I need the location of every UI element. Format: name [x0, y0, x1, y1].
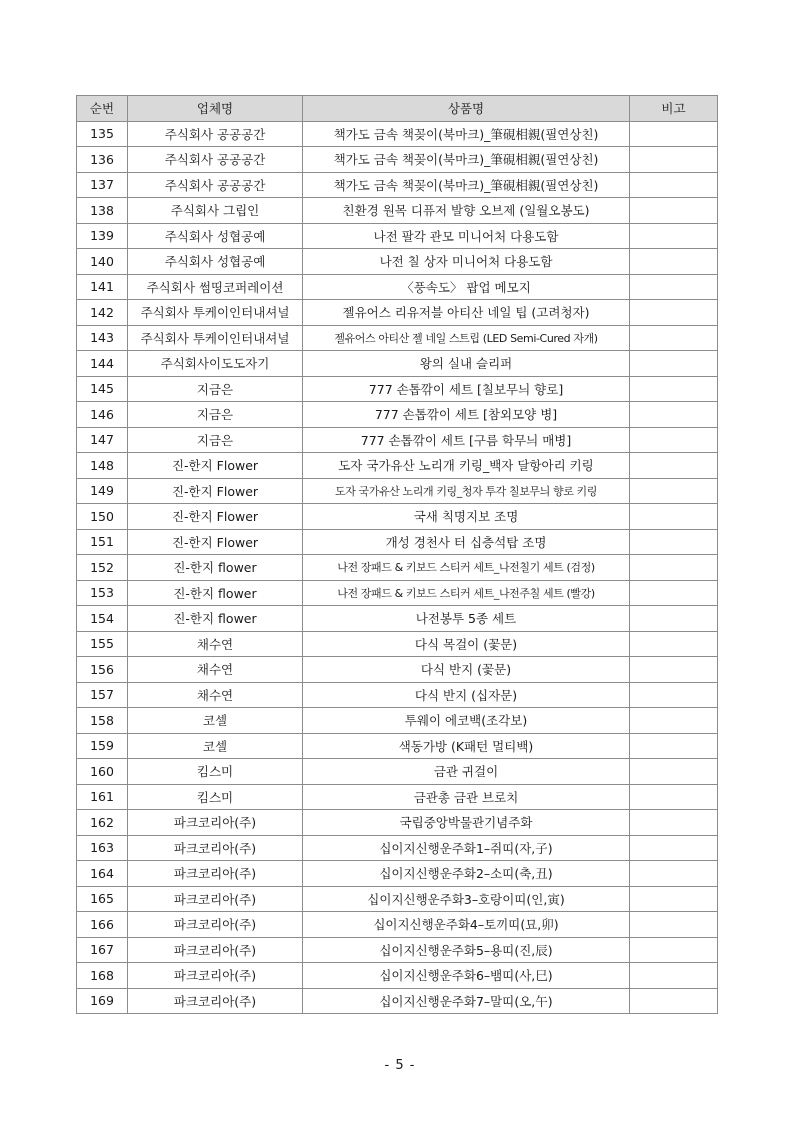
cell-company: 파크코리아(주) — [128, 835, 303, 861]
cell-number: 152 — [77, 555, 128, 581]
table-row — [77, 657, 718, 683]
cell-note — [630, 351, 718, 377]
cell-number: 163 — [77, 835, 128, 861]
cell-number: 160 — [77, 759, 128, 785]
cell-company: 지금은 — [128, 427, 303, 453]
table-row — [77, 198, 718, 224]
cell-product: 색동가방 (K패턴 멀티백) — [303, 733, 630, 759]
cell-note — [630, 147, 718, 173]
cell-note — [630, 478, 718, 504]
cell-note — [630, 708, 718, 734]
cell-company: 주식회사 투케이인터내셔널 — [128, 325, 303, 351]
cell-product: 젤유어스 아티산 젤 네일 스트립 (LED Semi-Cured 자개) — [303, 325, 630, 351]
cell-note — [630, 274, 718, 300]
table-body — [77, 121, 718, 1014]
cell-note — [630, 300, 718, 326]
cell-product: 개성 경천사 터 십층석탑 조명 — [303, 529, 630, 555]
cell-product: 금관 귀걸이 — [303, 759, 630, 785]
product-table — [76, 95, 718, 1014]
cell-note — [630, 810, 718, 836]
cell-note — [630, 682, 718, 708]
cell-company: 파크코리아(주) — [128, 912, 303, 938]
cell-company: 주식회사 공공공간 — [128, 147, 303, 173]
cell-company: 주식회사 썸띵코퍼레이션 — [128, 274, 303, 300]
table-row — [77, 810, 718, 836]
header-number: 순번 — [77, 96, 128, 122]
cell-number: 162 — [77, 810, 128, 836]
cell-number: 161 — [77, 784, 128, 810]
cell-note — [630, 529, 718, 555]
cell-company: 지금은 — [128, 402, 303, 428]
cell-note — [630, 912, 718, 938]
cell-number: 168 — [77, 963, 128, 989]
table-row — [77, 147, 718, 173]
header-note: 비고 — [630, 96, 718, 122]
cell-note — [630, 988, 718, 1014]
cell-note — [630, 121, 718, 147]
cell-product: 777 손톱깎이 세트 [칠보무늬 향로] — [303, 376, 630, 402]
cell-note — [630, 963, 718, 989]
table-row — [77, 784, 718, 810]
cell-note — [630, 606, 718, 632]
table-row — [77, 249, 718, 275]
table-row — [77, 631, 718, 657]
cell-company: 진-한지 flower — [128, 555, 303, 581]
table-row — [77, 478, 718, 504]
cell-company: 코셀 — [128, 708, 303, 734]
table-row — [77, 988, 718, 1014]
table-row — [77, 172, 718, 198]
cell-company: 파크코리아(주) — [128, 886, 303, 912]
cell-note — [630, 172, 718, 198]
cell-company: 지금은 — [128, 376, 303, 402]
cell-product: 십이지신행운주화1–쥐띠(자,子) — [303, 835, 630, 861]
cell-note — [630, 733, 718, 759]
table-row — [77, 529, 718, 555]
cell-number: 169 — [77, 988, 128, 1014]
cell-product: 젤유어스 리유저블 아티산 네일 팁 (고려청자) — [303, 300, 630, 326]
cell-product: 십이지신행운주화4–토끼띠(묘,卯) — [303, 912, 630, 938]
cell-number: 136 — [77, 147, 128, 173]
cell-number: 167 — [77, 937, 128, 963]
cell-product: 나전봉투 5종 세트 — [303, 606, 630, 632]
cell-number: 158 — [77, 708, 128, 734]
cell-note — [630, 402, 718, 428]
cell-product: 금관총 금관 브로치 — [303, 784, 630, 810]
cell-product: 십이지신행운주화6–뱀띠(사,巳) — [303, 963, 630, 989]
cell-note — [630, 555, 718, 581]
table-row — [77, 325, 718, 351]
table-row — [77, 121, 718, 147]
cell-company: 진-한지 Flower — [128, 529, 303, 555]
cell-number: 153 — [77, 580, 128, 606]
table-row — [77, 759, 718, 785]
cell-company: 주식회사 그립인 — [128, 198, 303, 224]
cell-product: 십이지신행운주화7–말띠(오,午) — [303, 988, 630, 1014]
header-company: 업체명 — [128, 96, 303, 122]
cell-number: 140 — [77, 249, 128, 275]
cell-product: 도자 국가유산 노리개 키링_청자 투각 칠보무늬 향로 키링 — [303, 478, 630, 504]
cell-product: 왕의 실내 슬리퍼 — [303, 351, 630, 377]
cell-note — [630, 759, 718, 785]
cell-product: 나전 팔각 관모 미니어처 다용도함 — [303, 223, 630, 249]
table-row — [77, 427, 718, 453]
cell-product: 나전 장패드 & 키보드 스티커 세트_나전칠기 세트 (검정) — [303, 555, 630, 581]
cell-number: 143 — [77, 325, 128, 351]
cell-note — [630, 223, 718, 249]
cell-company: 주식회사 성협공예 — [128, 223, 303, 249]
cell-note — [630, 580, 718, 606]
cell-number: 151 — [77, 529, 128, 555]
table-row — [77, 453, 718, 479]
cell-number: 164 — [77, 861, 128, 887]
cell-company: 킴스미 — [128, 759, 303, 785]
table-row — [77, 580, 718, 606]
cell-number: 138 — [77, 198, 128, 224]
cell-note — [630, 376, 718, 402]
cell-note — [630, 861, 718, 887]
table-row — [77, 937, 718, 963]
cell-company: 채수연 — [128, 682, 303, 708]
table-row — [77, 223, 718, 249]
cell-note — [630, 427, 718, 453]
cell-product: 국립중앙박물관기념주화 — [303, 810, 630, 836]
cell-number: 165 — [77, 886, 128, 912]
cell-product: 책가도 금속 책꽂이(북마크)_筆硯相親(필연상친) — [303, 121, 630, 147]
cell-company: 주식회사 투케이인터내셔널 — [128, 300, 303, 326]
table-row — [77, 606, 718, 632]
cell-note — [630, 886, 718, 912]
table-row — [77, 861, 718, 887]
cell-number: 150 — [77, 504, 128, 530]
cell-product: 777 손톱깎이 세트 [구름 학무늬 매병] — [303, 427, 630, 453]
table-row — [77, 300, 718, 326]
cell-company: 주식회사 공공공간 — [128, 121, 303, 147]
cell-company: 주식회사 성협공예 — [128, 249, 303, 275]
cell-product: 책가도 금속 책꽂이(북마크)_筆硯相親(필연상친) — [303, 147, 630, 173]
cell-number: 148 — [77, 453, 128, 479]
cell-product: 십이지신행운주화5–용띠(진,辰) — [303, 937, 630, 963]
table-row — [77, 835, 718, 861]
cell-company: 파크코리아(주) — [128, 963, 303, 989]
cell-product: 나전 장패드 & 키보드 스티커 세트_나전주칠 세트 (빨강) — [303, 580, 630, 606]
table-row — [77, 376, 718, 402]
cell-number: 135 — [77, 121, 128, 147]
page-number: - 5 - — [384, 1058, 416, 1073]
table-row — [77, 733, 718, 759]
cell-product: 777 손톱깎이 세트 [참외모양 병] — [303, 402, 630, 428]
table-row — [77, 555, 718, 581]
cell-product: 국새 칙명지보 조명 — [303, 504, 630, 530]
cell-number: 147 — [77, 427, 128, 453]
cell-company: 파크코리아(주) — [128, 810, 303, 836]
cell-number: 156 — [77, 657, 128, 683]
cell-note — [630, 198, 718, 224]
cell-number: 157 — [77, 682, 128, 708]
cell-note — [630, 657, 718, 683]
cell-company: 진-한지 flower — [128, 580, 303, 606]
cell-number: 137 — [77, 172, 128, 198]
table-header-row — [77, 96, 718, 122]
cell-product: 다식 반지 (십자문) — [303, 682, 630, 708]
cell-note — [630, 784, 718, 810]
table-row — [77, 504, 718, 530]
cell-number: 159 — [77, 733, 128, 759]
table-row — [77, 274, 718, 300]
cell-company: 킴스미 — [128, 784, 303, 810]
cell-number: 146 — [77, 402, 128, 428]
cell-company: 코셀 — [128, 733, 303, 759]
cell-product: 십이지신행운주화3–호랑이띠(인,寅) — [303, 886, 630, 912]
cell-number: 166 — [77, 912, 128, 938]
cell-number: 142 — [77, 300, 128, 326]
cell-company: 채수연 — [128, 657, 303, 683]
cell-note — [630, 453, 718, 479]
cell-number: 154 — [77, 606, 128, 632]
cell-number: 144 — [77, 351, 128, 377]
cell-product: 도자 국가유산 노리개 키링_백자 달항아리 키링 — [303, 453, 630, 479]
cell-company: 파크코리아(주) — [128, 937, 303, 963]
cell-number: 149 — [77, 478, 128, 504]
cell-company: 주식회사 공공공간 — [128, 172, 303, 198]
cell-company: 파크코리아(주) — [128, 861, 303, 887]
table-row — [77, 682, 718, 708]
cell-product: 십이지신행운주화2–소띠(축,丑) — [303, 861, 630, 887]
cell-company: 채수연 — [128, 631, 303, 657]
cell-product: 다식 반지 (꽃문) — [303, 657, 630, 683]
cell-company: 진-한지 Flower — [128, 504, 303, 530]
cell-product: 책가도 금속 책꽂이(북마크)_筆硯相親(필연상친) — [303, 172, 630, 198]
cell-note — [630, 631, 718, 657]
table-row — [77, 351, 718, 377]
cell-product: 친환경 원목 디퓨저 발향 오브제 (일월오봉도) — [303, 198, 630, 224]
table-row — [77, 708, 718, 734]
cell-product: 다식 목걸이 (꽃문) — [303, 631, 630, 657]
cell-note — [630, 325, 718, 351]
cell-product: 〈풍속도〉 팝업 메모지 — [303, 274, 630, 300]
cell-note — [630, 937, 718, 963]
table-row — [77, 912, 718, 938]
cell-note — [630, 249, 718, 275]
cell-company: 진-한지 Flower — [128, 478, 303, 504]
header-product: 상품명 — [303, 96, 630, 122]
cell-company: 진-한지 flower — [128, 606, 303, 632]
cell-company: 진-한지 Flower — [128, 453, 303, 479]
cell-product: 투웨이 에코백(조각보) — [303, 708, 630, 734]
cell-number: 145 — [77, 376, 128, 402]
cell-number: 141 — [77, 274, 128, 300]
cell-number: 139 — [77, 223, 128, 249]
cell-number: 155 — [77, 631, 128, 657]
cell-product: 나전 칠 상자 미니어처 다용도함 — [303, 249, 630, 275]
cell-company: 주식회사이도도자기 — [128, 351, 303, 377]
table-row — [77, 963, 718, 989]
cell-note — [630, 504, 718, 530]
cell-note — [630, 835, 718, 861]
table-row — [77, 402, 718, 428]
table-row — [77, 886, 718, 912]
cell-company: 파크코리아(주) — [128, 988, 303, 1014]
